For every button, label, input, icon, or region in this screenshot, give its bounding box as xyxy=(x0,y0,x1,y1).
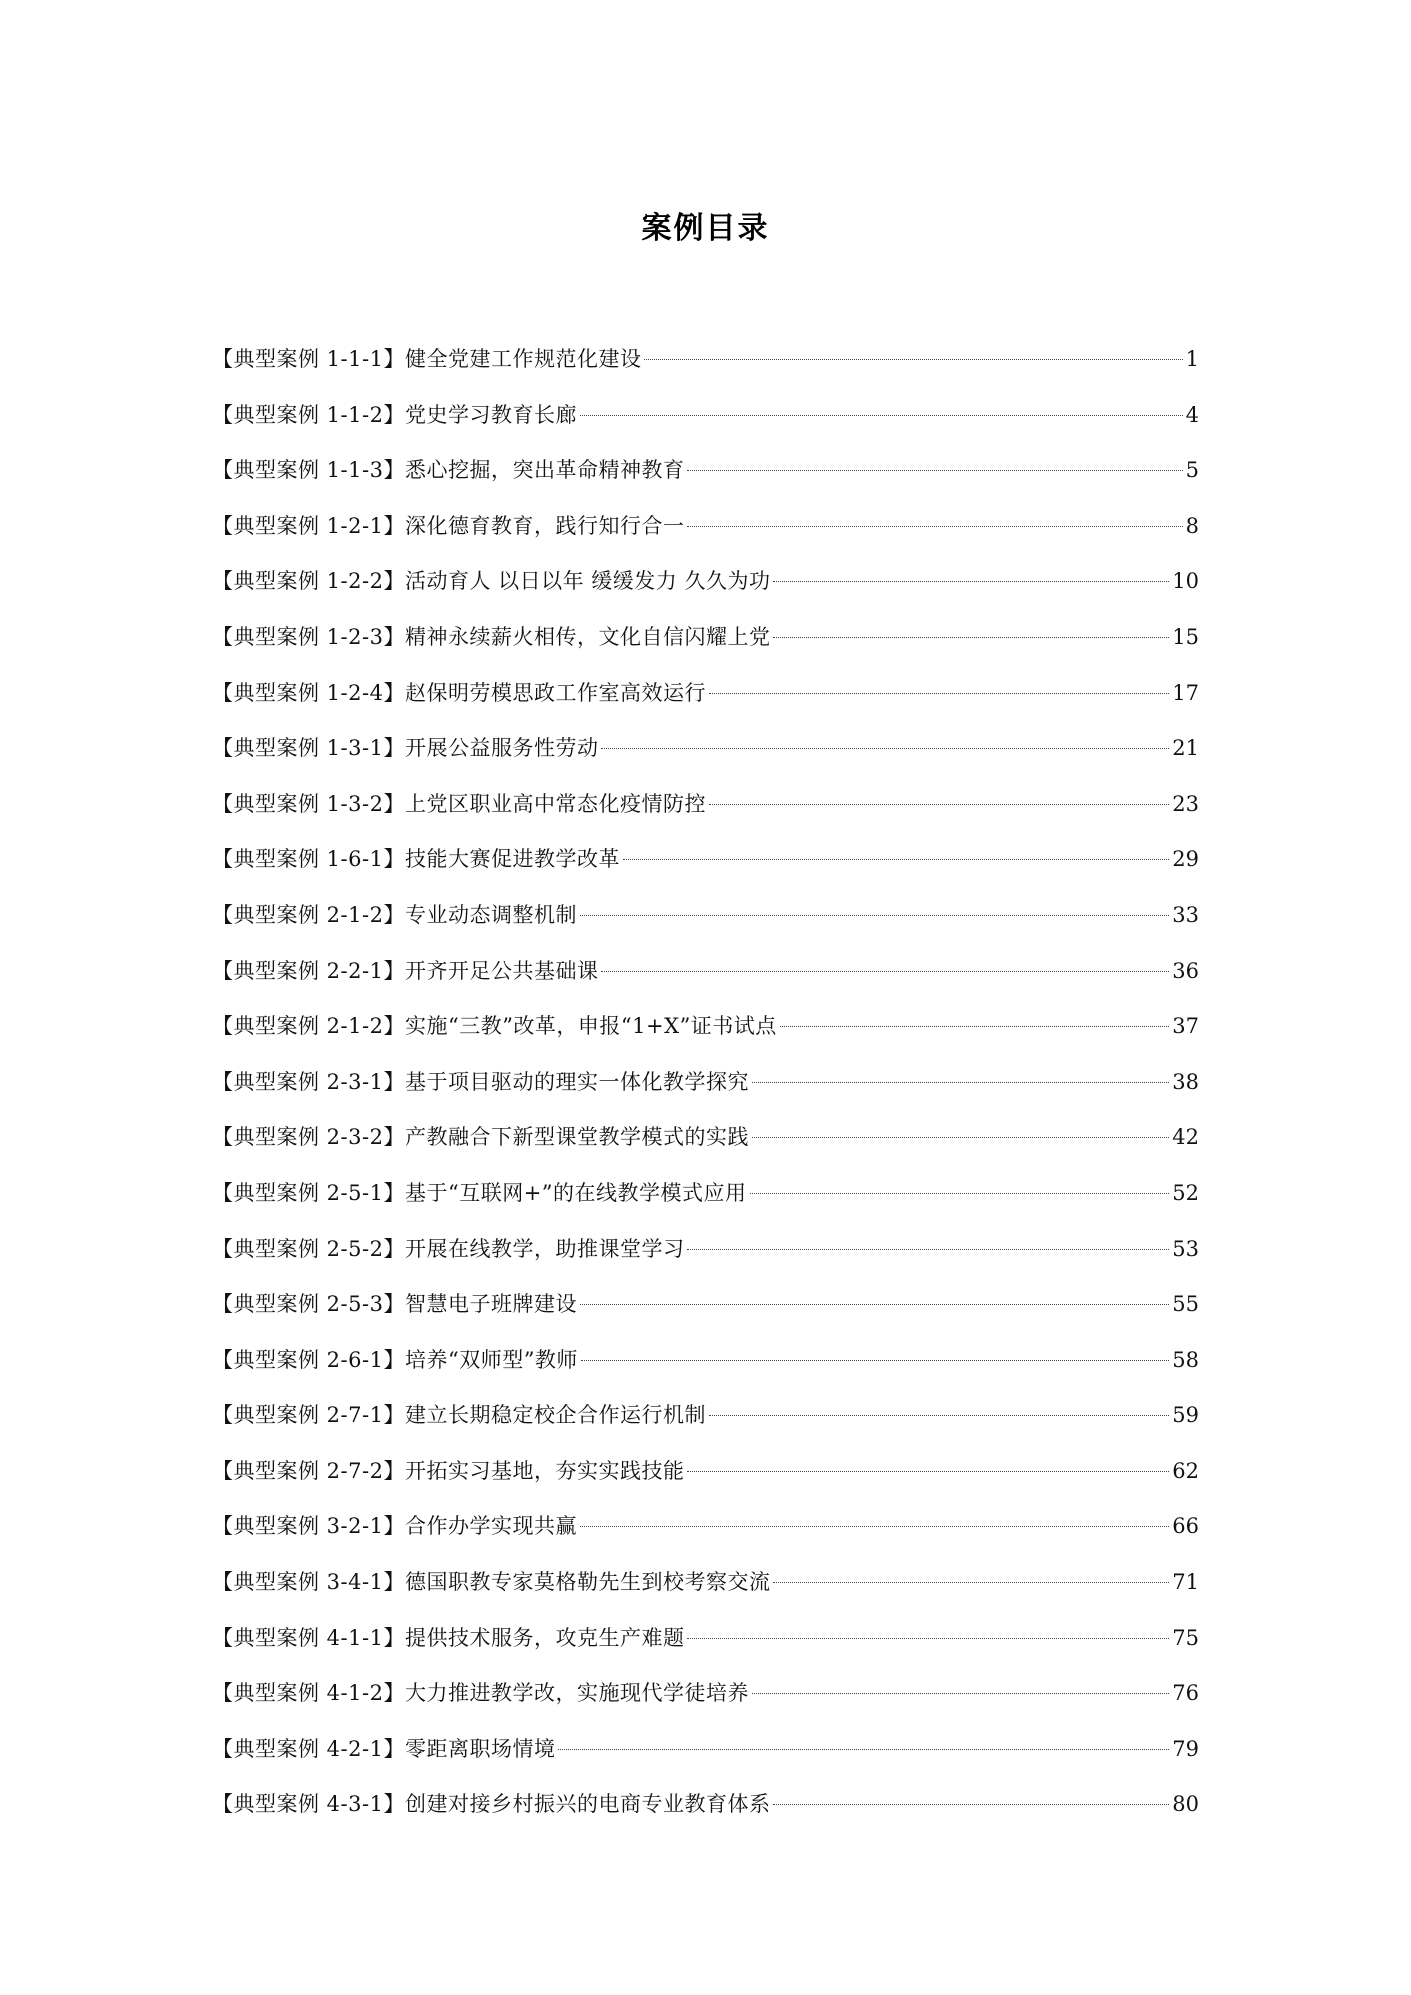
toc-entry-title: 实施“三教”改革，申报“1+X”证书试点 xyxy=(404,1014,777,1039)
toc-entry[interactable] xyxy=(212,952,1199,1008)
toc-entry-dot-leader xyxy=(752,1137,1169,1138)
toc-entry-page-number: 55 xyxy=(1172,1292,1199,1317)
toc-entry-title: 德国职教专家莫格勒先生到校考察交流 xyxy=(404,1570,771,1595)
toc-entry[interactable] xyxy=(212,1174,1199,1230)
toc-entry[interactable] xyxy=(212,451,1199,507)
toc-entry-page-number: 42 xyxy=(1172,1125,1199,1150)
toc-entry-code: 【典型案例 4-1-1】 xyxy=(212,1625,405,1650)
toc-entry-page-number: 37 xyxy=(1172,1014,1199,1039)
toc-entry-title: 深化德育教育，践行知行合一 xyxy=(404,513,685,538)
toc-entry[interactable] xyxy=(212,1674,1199,1730)
toc-entry[interactable] xyxy=(212,1619,1199,1675)
toc-entry-code: 【典型案例 1-2-1】 xyxy=(212,513,405,538)
toc-entry-dot-leader xyxy=(687,526,1182,527)
toc-entry-page-number: 15 xyxy=(1172,624,1199,649)
toc-entry[interactable] xyxy=(212,340,1199,396)
toc-entry-page-number: 52 xyxy=(1172,1180,1199,1205)
toc-entry-page-number: 53 xyxy=(1172,1236,1199,1261)
toc-entry-dot-leader xyxy=(580,915,1169,916)
toc-entry-dot-leader xyxy=(580,1304,1169,1305)
toc-entry-code: 【典型案例 2-6-1】 xyxy=(212,1347,405,1372)
toc-entry-dot-leader xyxy=(687,1249,1169,1250)
toc-entry[interactable] xyxy=(212,674,1199,730)
toc-entry-code: 【典型案例 1-2-2】 xyxy=(212,569,405,594)
toc-entry-page-number: 66 xyxy=(1172,1514,1199,1539)
toc-entry[interactable] xyxy=(212,1507,1199,1563)
toc-entry[interactable] xyxy=(212,1285,1199,1341)
toc-entry-title: 悉心挖掘，突出革命精神教育 xyxy=(404,458,685,483)
toc-entry[interactable] xyxy=(212,840,1199,896)
toc-entry-dot-leader xyxy=(687,1638,1169,1639)
toc-entry-title: 创建对接乡村振兴的电商专业教育体系 xyxy=(404,1792,771,1817)
toc-entry[interactable] xyxy=(212,1563,1199,1619)
toc-entry-code: 【典型案例 2-5-2】 xyxy=(212,1236,405,1261)
table-of-contents xyxy=(212,340,1199,1841)
toc-entry[interactable] xyxy=(212,1452,1199,1508)
toc-entry-dot-leader xyxy=(687,1471,1169,1472)
toc-entry-code: 【典型案例 2-7-2】 xyxy=(212,1458,405,1483)
toc-entry-page-number: 33 xyxy=(1172,902,1199,927)
toc-entry-page-number: 62 xyxy=(1172,1458,1199,1483)
toc-entry-title: 合作办学实现共赢 xyxy=(404,1514,577,1539)
toc-entry-title: 活动育人 以日以年 缓缓发力 久久为功 xyxy=(404,569,771,594)
toc-entry-dot-leader xyxy=(773,637,1169,638)
toc-entry-page-number: 79 xyxy=(1172,1736,1199,1761)
toc-entry-title: 精神永续薪火相传，文化自信闪耀上党 xyxy=(404,624,771,649)
toc-entry-dot-leader xyxy=(709,693,1169,694)
toc-entry-dot-leader xyxy=(709,1415,1169,1416)
toc-entry-code: 【典型案例 1-3-1】 xyxy=(212,736,405,761)
toc-entry-page-number: 1 xyxy=(1185,347,1199,371)
toc-entry-code: 【典型案例 2-3-1】 xyxy=(212,1069,405,1094)
toc-entry-dot-leader xyxy=(580,1526,1169,1527)
toc-entry[interactable] xyxy=(212,562,1199,618)
toc-entry-title: 党史学习教育长廊 xyxy=(404,402,577,427)
toc-entry-page-number: 59 xyxy=(1172,1403,1199,1428)
toc-entry-code: 【典型案例 1-2-4】 xyxy=(212,680,405,705)
toc-entry-code: 【典型案例 2-2-1】 xyxy=(212,958,405,983)
toc-entry-code: 【典型案例 1-6-1】 xyxy=(212,847,405,872)
toc-entry-dot-leader xyxy=(558,1749,1169,1750)
toc-entry-code: 【典型案例 1-1-1】 xyxy=(212,347,405,371)
toc-entry[interactable] xyxy=(212,1118,1199,1174)
toc-entry-page-number: 38 xyxy=(1172,1069,1199,1094)
toc-entry-title: 开拓实习基地，夯实实践技能 xyxy=(404,1458,685,1483)
toc-entry-title: 基于项目驱动的理实一体化教学探究 xyxy=(404,1069,749,1094)
toc-entry-page-number: 36 xyxy=(1172,958,1199,983)
toc-entry-page-number: 58 xyxy=(1172,1347,1199,1372)
toc-entry-title: 健全党建工作规范化建设 xyxy=(404,347,642,371)
toc-entry-code: 【典型案例 2-5-1】 xyxy=(212,1180,405,1205)
toc-entry-title: 赵保明劳模思政工作室高效运行 xyxy=(404,680,706,705)
toc-entry-code: 【典型案例 3-2-1】 xyxy=(212,1514,405,1539)
toc-entry-dot-leader xyxy=(687,470,1182,471)
toc-entry-dot-leader xyxy=(752,1693,1169,1694)
toc-entry-dot-leader xyxy=(623,859,1169,860)
toc-entry-dot-leader xyxy=(581,1360,1169,1361)
toc-entry-page-number: 5 xyxy=(1185,458,1199,483)
toc-entry-dot-leader xyxy=(644,359,1182,360)
toc-entry-page-number: 29 xyxy=(1172,847,1199,872)
toc-entry-page-number: 8 xyxy=(1185,513,1199,538)
toc-entry[interactable] xyxy=(212,896,1199,952)
toc-entry-title: 提供技术服务，攻克生产难题 xyxy=(404,1625,685,1650)
toc-entry-title: 技能大赛促进教学改革 xyxy=(404,847,620,872)
toc-entry-page-number: 23 xyxy=(1172,791,1199,816)
toc-entry-page-number: 76 xyxy=(1172,1681,1199,1706)
toc-entry-code: 【典型案例 1-1-3】 xyxy=(212,458,405,483)
toc-entry[interactable] xyxy=(212,785,1199,841)
toc-entry-page-number: 71 xyxy=(1172,1570,1199,1595)
toc-entry-title: 基于“互联网+”的在线教学模式应用 xyxy=(404,1180,747,1205)
toc-entry-title: 零距离职场情境 xyxy=(404,1736,556,1761)
toc-entry-title: 上党区职业高中常态化疫情防控 xyxy=(404,791,706,816)
toc-entry-code: 【典型案例 1-2-3】 xyxy=(212,624,405,649)
toc-entry-title: 开展在线教学，助推课堂学习 xyxy=(404,1236,685,1261)
toc-entry[interactable] xyxy=(212,1063,1199,1119)
toc-entry-code: 【典型案例 4-2-1】 xyxy=(212,1736,405,1761)
toc-entry[interactable] xyxy=(212,1785,1199,1841)
toc-entry-page-number: 75 xyxy=(1172,1625,1199,1650)
toc-entry-page-number: 21 xyxy=(1172,736,1199,761)
toc-entry-code: 【典型案例 2-1-2】 xyxy=(212,1014,405,1039)
toc-entry[interactable] xyxy=(212,618,1199,674)
toc-entry[interactable] xyxy=(212,1230,1199,1286)
toc-entry-page-number: 17 xyxy=(1172,680,1199,705)
toc-entry-page-number: 4 xyxy=(1185,402,1199,427)
toc-entry-title: 智慧电子班牌建设 xyxy=(404,1292,577,1317)
toc-entry-code: 【典型案例 4-3-1】 xyxy=(212,1792,405,1817)
toc-entry-title: 建立长期稳定校企合作运行机制 xyxy=(404,1403,706,1428)
toc-entry-dot-leader xyxy=(750,1193,1170,1194)
toc-entry-code: 【典型案例 2-5-3】 xyxy=(212,1292,405,1317)
toc-entry-code: 【典型案例 1-1-2】 xyxy=(212,402,405,427)
toc-entry-code: 【典型案例 2-3-2】 xyxy=(212,1125,405,1150)
toc-entry-title: 培养“双师型”教师 xyxy=(404,1347,578,1372)
toc-entry-page-number: 10 xyxy=(1172,569,1199,594)
toc-entry-dot-leader xyxy=(601,748,1169,749)
toc-entry-code: 【典型案例 2-7-1】 xyxy=(212,1403,405,1428)
toc-entry-dot-leader xyxy=(773,1804,1169,1805)
toc-entry[interactable] xyxy=(212,1007,1199,1063)
toc-entry-dot-leader xyxy=(752,1082,1169,1083)
toc-entry-dot-leader xyxy=(601,971,1169,972)
toc-entry-dot-leader xyxy=(709,804,1169,805)
toc-entry-code: 【典型案例 1-3-2】 xyxy=(212,791,405,816)
toc-entry[interactable] xyxy=(212,729,1199,785)
toc-entry-code: 【典型案例 4-1-2】 xyxy=(212,1681,405,1706)
page-title: 案例目录 xyxy=(641,211,770,247)
toc-entry-dot-leader xyxy=(773,581,1169,582)
toc-entry-dot-leader xyxy=(780,1026,1169,1027)
toc-entry[interactable] xyxy=(212,507,1199,563)
toc-entry-title: 产教融合下新型课堂教学模式的实践 xyxy=(404,1125,749,1150)
toc-entry[interactable] xyxy=(212,1730,1199,1786)
toc-entry[interactable] xyxy=(212,1396,1199,1452)
toc-entry-title: 开齐开足公共基础课 xyxy=(404,958,599,983)
toc-entry-title: 专业动态调整机制 xyxy=(404,902,577,927)
toc-entry[interactable] xyxy=(212,1341,1199,1397)
toc-entry-dot-leader xyxy=(580,415,1183,416)
toc-entry-code: 【典型案例 3-4-1】 xyxy=(212,1570,405,1595)
toc-entry-title: 大力推进教学改，实施现代学徒培养 xyxy=(404,1681,749,1706)
toc-entry-dot-leader xyxy=(773,1582,1169,1583)
toc-entry-page-number: 80 xyxy=(1172,1792,1199,1817)
toc-entry-title: 开展公益服务性劳动 xyxy=(404,736,599,761)
toc-entry[interactable] xyxy=(212,396,1199,452)
toc-entry-code: 【典型案例 2-1-2】 xyxy=(212,902,405,927)
